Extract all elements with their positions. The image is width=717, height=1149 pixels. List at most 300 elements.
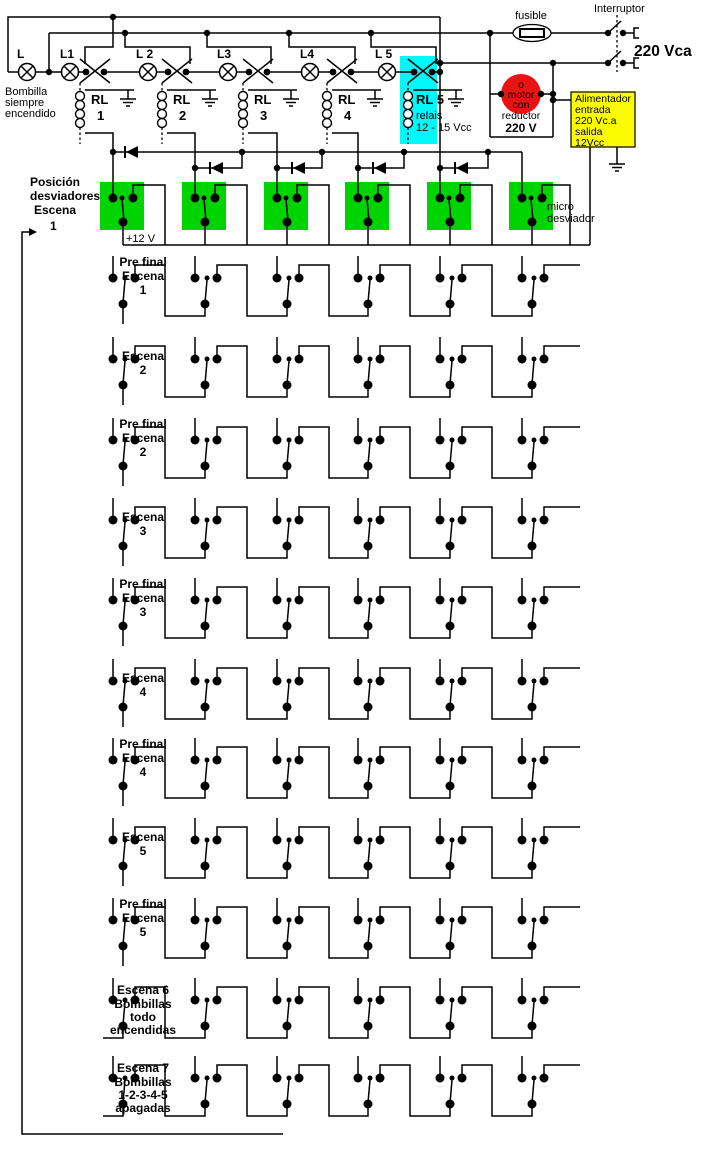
contact-dot [295, 355, 304, 364]
lamp-label: L3 [217, 47, 232, 61]
pivot-dot [450, 276, 455, 281]
junction-dot [485, 149, 491, 155]
contact-dot [436, 756, 445, 765]
contact-dot [458, 677, 467, 686]
junction-dot [498, 91, 504, 97]
mains-voltage-label: 220 Vca [634, 43, 692, 60]
contact-dot [540, 1074, 549, 1083]
contact-dot [191, 996, 200, 1005]
pivot-dot [447, 196, 452, 201]
junction-dot [605, 30, 611, 36]
contact-dot [273, 516, 282, 525]
contact-dot [109, 596, 118, 605]
contact-dot [109, 836, 118, 845]
contact-dot [446, 542, 455, 551]
pivot-dot [287, 838, 292, 843]
pivot-dot [205, 438, 210, 443]
switch-contact [429, 69, 436, 76]
pivot-dot [120, 196, 125, 201]
contact-dot [201, 462, 210, 471]
scene-row-label: 4 [139, 765, 147, 779]
pivot-dot [450, 438, 455, 443]
contact-dot [518, 836, 527, 845]
contact-dot [201, 1100, 210, 1109]
contact-dot [129, 194, 138, 203]
pivot-dot [450, 518, 455, 523]
pivot-dot [532, 918, 537, 923]
pivot-dot [450, 1076, 455, 1081]
contact-dot [201, 622, 210, 631]
pivot-dot [450, 838, 455, 843]
contact-dot [436, 836, 445, 845]
fuse-symbol [513, 25, 551, 42]
scene-row-label: todo [130, 1010, 156, 1024]
contact-dot [436, 916, 445, 925]
contact-dot [540, 677, 549, 686]
contact-dot [191, 194, 200, 203]
relay5-sub2: 12 - 15 Vcc [416, 122, 472, 134]
contact-dot [436, 355, 445, 364]
pivot-dot [287, 918, 292, 923]
lamp-label: L [17, 47, 25, 61]
contact-dot [436, 996, 445, 1005]
motor-label-line4: reductor [501, 110, 541, 122]
pivot-dot [287, 679, 292, 684]
contact-dot [109, 756, 118, 765]
contact-dot [518, 677, 527, 686]
switch-contact [348, 69, 355, 76]
contact-dot [273, 677, 282, 686]
junction-dot [538, 91, 544, 97]
coil-turn [76, 92, 85, 101]
scene-row-label: Escena 7 [116, 1061, 170, 1075]
pivot-dot [368, 357, 373, 362]
contact-dot [283, 218, 292, 227]
contact-dot [518, 1074, 527, 1083]
scene-row-label: 3 [139, 524, 147, 538]
lamp-label: L1 [60, 47, 75, 61]
pivot-dot [450, 758, 455, 763]
contact-dot [109, 916, 118, 925]
contact-dot [436, 194, 445, 203]
motor-label-line2: motor [507, 89, 535, 101]
contact-dot [446, 862, 455, 871]
pivot-dot [450, 998, 455, 1003]
contact-dot [458, 436, 467, 445]
contact-dot [354, 355, 363, 364]
junction-dot [437, 165, 443, 171]
contact-dot [528, 862, 537, 871]
switch-contact [101, 69, 108, 76]
contact-dot [376, 677, 385, 686]
contact-dot [354, 596, 363, 605]
contact-dot [273, 916, 282, 925]
contact-dot [119, 462, 128, 471]
pivot-dot [287, 1076, 292, 1081]
pivot-dot [532, 679, 537, 684]
contact-dot [540, 756, 549, 765]
pivot-dot [532, 1076, 537, 1081]
junction-dot [192, 165, 198, 171]
psu-label-line4: salida [575, 126, 603, 138]
contact-dot [295, 677, 304, 686]
contact-dot [273, 194, 282, 203]
junction-dot [239, 149, 245, 155]
contact-dot [518, 516, 527, 525]
coil-turn [76, 119, 85, 128]
contact-dot [376, 355, 385, 364]
contact-dot [119, 622, 128, 631]
contact-dot [191, 355, 200, 364]
contact-dot [446, 782, 455, 791]
contact-dot [213, 836, 222, 845]
contact-dot [446, 1022, 455, 1031]
pivot-dot [532, 357, 537, 362]
coil-turn [239, 110, 248, 119]
switch-contact [83, 69, 90, 76]
contact-dot [518, 996, 527, 1005]
contact-dot [446, 703, 455, 712]
contact-dot [456, 194, 465, 203]
contact-dot [354, 274, 363, 283]
contact-dot [458, 1074, 467, 1083]
coil-turn [158, 119, 167, 128]
switch-contact [264, 69, 271, 76]
contact-dot [283, 542, 292, 551]
scene-row-label: encendidas [109, 1023, 177, 1037]
scene-row-label: 5 [139, 925, 147, 939]
contact-dot [446, 942, 455, 951]
always-on-label-line1: Bombilla [5, 86, 48, 98]
contact-dot [109, 194, 118, 203]
contact-dot [376, 436, 385, 445]
contact-dot [446, 1100, 455, 1109]
contact-dot [119, 542, 128, 551]
contact-dot [446, 381, 455, 390]
pivot-dot [284, 196, 289, 201]
contact-dot [518, 274, 527, 283]
scene-row-label: 5 [139, 844, 147, 858]
pivot-dot [287, 758, 292, 763]
contact-dot [283, 300, 292, 309]
junction-dot [437, 60, 443, 66]
pivot-dot [368, 838, 373, 843]
contact-dot [540, 436, 549, 445]
contact-dot [273, 836, 282, 845]
contact-dot [293, 194, 302, 203]
scene-row-label: 1-2-3-4-5 [118, 1088, 168, 1102]
contact-dot [295, 274, 304, 283]
contact-dot [119, 782, 128, 791]
pivot-dot [205, 357, 210, 362]
contact-dot [528, 622, 537, 631]
micro-deviator-label-line1: micro [547, 201, 574, 213]
scene-row-label: Escena [121, 830, 165, 844]
contact-dot [273, 996, 282, 1005]
contact-dot [364, 703, 373, 712]
contact-dot [273, 274, 282, 283]
contact-dot [458, 916, 467, 925]
pivot-dot [205, 918, 210, 923]
contact-dot [364, 381, 373, 390]
contact-dot [458, 355, 467, 364]
junction-dot [605, 60, 611, 66]
contact-dot [273, 1074, 282, 1083]
scene-row-label: 4 [139, 685, 147, 699]
coil-turn [323, 110, 332, 119]
contact-dot [376, 596, 385, 605]
switch-contact [246, 69, 253, 76]
psu-label-line5: 12Vcc [575, 137, 605, 149]
always-on-label-line3: encendido [5, 108, 56, 120]
contact-dot [354, 916, 363, 925]
junction-dot [46, 69, 52, 75]
contact-dot [191, 436, 200, 445]
psu-label-line2: entrada [575, 104, 611, 116]
contact-dot [436, 677, 445, 686]
contact-dot [518, 355, 527, 364]
contact-dot [119, 300, 128, 309]
contact-dot [201, 1022, 210, 1031]
scene-row-label: Escena [121, 911, 165, 925]
contact-dot [213, 996, 222, 1005]
junction-dot [550, 60, 556, 66]
pivot-dot [205, 598, 210, 603]
contact-dot [191, 274, 200, 283]
contact-dot [354, 436, 363, 445]
pivot-dot [450, 357, 455, 362]
pivot-dot [287, 998, 292, 1003]
relay5-sub1: relais [416, 110, 443, 122]
pivot-dot [205, 679, 210, 684]
contact-dot [376, 836, 385, 845]
contact-dot [436, 1074, 445, 1083]
contact-dot [354, 194, 363, 203]
pivot-dot [450, 598, 455, 603]
contact-dot [109, 516, 118, 525]
pivot-dot [287, 276, 292, 281]
pivot-dot [287, 518, 292, 523]
pivot-dot [202, 196, 207, 201]
coil-turn [323, 92, 332, 101]
contact-dot [213, 274, 222, 283]
contact-dot [354, 677, 363, 686]
contact-dot [295, 516, 304, 525]
contact-dot [540, 916, 549, 925]
contact-dot [283, 381, 292, 390]
junction-dot [286, 30, 292, 36]
junction-dot [368, 30, 374, 36]
fuse-label: fusible [515, 10, 547, 22]
scene-row-label: Bombillas [114, 997, 172, 1011]
contact-dot [458, 836, 467, 845]
relay-name: RL [338, 92, 356, 107]
contact-dot [295, 756, 304, 765]
contact-dot [295, 836, 304, 845]
junction-dot [110, 149, 116, 155]
contact-dot [540, 516, 549, 525]
pivot-dot [287, 357, 292, 362]
contact-dot [364, 782, 373, 791]
pivot-dot [532, 838, 537, 843]
deviator-title-line3: Escena [34, 203, 77, 217]
scene-row-label: Escena [121, 751, 165, 765]
contact-dot [283, 782, 292, 791]
contact-dot [201, 942, 210, 951]
contact-dot [191, 916, 200, 925]
pivot-dot [368, 518, 373, 523]
pivot-dot [205, 1076, 210, 1081]
coil-turn [76, 101, 85, 110]
scene-row-label: 2 [139, 445, 147, 459]
relay-number: 1 [97, 108, 105, 123]
pivot-dot [368, 998, 373, 1003]
junction-dot [355, 165, 361, 171]
contact-dot [354, 516, 363, 525]
pivot-dot [450, 918, 455, 923]
contact-dot [354, 756, 363, 765]
coil-turn [404, 101, 413, 110]
pivot-dot [368, 679, 373, 684]
contact-dot [446, 300, 455, 309]
contact-dot [119, 703, 128, 712]
junction-dot [550, 97, 556, 103]
pivot-dot [529, 196, 534, 201]
contact-dot [213, 756, 222, 765]
contact-dot [528, 542, 537, 551]
contact-dot [528, 1100, 537, 1109]
contact-dot [436, 596, 445, 605]
switch-contact [183, 69, 190, 76]
contact-dot [211, 194, 220, 203]
junction-dot [319, 149, 325, 155]
contact-dot [540, 996, 549, 1005]
contact-dot [376, 516, 385, 525]
psu-label-line3: 220 Vc.a [575, 115, 617, 127]
pivot-dot [532, 518, 537, 523]
scene-row-label: Bombillas [114, 1075, 172, 1089]
coil-turn [158, 101, 167, 110]
coil-turn [404, 92, 413, 101]
relay-name: RL [173, 92, 191, 107]
contact-dot [213, 355, 222, 364]
scene-row-label: Escena [121, 671, 165, 685]
pivot-dot [368, 598, 373, 603]
scene-row-label: 3 [139, 605, 147, 619]
contact-dot [436, 436, 445, 445]
contact-dot [540, 596, 549, 605]
contact-dot [283, 703, 292, 712]
relay-number: 3 [260, 108, 268, 123]
coil-turn [239, 101, 248, 110]
contact-dot [273, 355, 282, 364]
contact-dot [191, 516, 200, 525]
coil-turn [239, 119, 248, 128]
contact-dot [213, 1074, 222, 1083]
scene-row-label: Pre final [119, 577, 167, 591]
scene-row-label: Escena [121, 349, 165, 363]
contact-dot [446, 462, 455, 471]
psu-label-line1: Alimentador [575, 93, 632, 105]
contact-dot [528, 381, 537, 390]
contact-dot [273, 756, 282, 765]
pivot-dot [287, 598, 292, 603]
coil-turn [76, 110, 85, 119]
switch-contact [411, 69, 418, 76]
relay-name: RL [254, 92, 272, 107]
scene-row-label: 1 [139, 283, 147, 297]
scene-row-label: Pre final [119, 417, 167, 431]
contact-dot [364, 942, 373, 951]
contact-dot [436, 274, 445, 283]
contact-dot [364, 862, 373, 871]
scene-row-label: Pre final [119, 737, 167, 751]
contact-dot [191, 1074, 200, 1083]
contact-dot [201, 862, 210, 871]
pivot-dot [368, 758, 373, 763]
pivot-dot [532, 998, 537, 1003]
contact-dot [109, 274, 118, 283]
contact-dot [354, 1074, 363, 1083]
coil-turn [404, 119, 413, 128]
relay-name: RL [91, 92, 109, 107]
contact-dot [376, 756, 385, 765]
contact-dot [458, 996, 467, 1005]
contact-dot [119, 218, 128, 227]
relay-number: 2 [179, 108, 187, 123]
contact-dot [201, 300, 210, 309]
always-on-label-line2: siempre [5, 97, 45, 109]
deviator-title-line2: desviadores [30, 189, 101, 203]
switch-contact [165, 69, 172, 76]
contact-dot [374, 194, 383, 203]
contact-dot [458, 756, 467, 765]
pivot-dot [368, 918, 373, 923]
contact-dot [201, 218, 210, 227]
contact-dot [518, 436, 527, 445]
contact-dot [528, 782, 537, 791]
contact-dot [213, 596, 222, 605]
contact-dot [201, 782, 210, 791]
contact-dot [273, 436, 282, 445]
contact-dot [446, 218, 455, 227]
lamp-label: L 5 [375, 47, 393, 61]
contact-dot [540, 355, 549, 364]
scene-row-label: Escena [121, 510, 165, 524]
contact-dot [119, 942, 128, 951]
contact-dot [213, 516, 222, 525]
contact-dot [518, 756, 527, 765]
contact-dot [295, 1074, 304, 1083]
pivot-dot [365, 196, 370, 201]
contact-dot [109, 355, 118, 364]
switch-contact [330, 69, 337, 76]
pivot-dot [368, 1076, 373, 1081]
contact-dot [191, 596, 200, 605]
contact-dot [191, 677, 200, 686]
junction-dot [487, 30, 493, 36]
contact-dot [518, 596, 527, 605]
contact-dot [213, 436, 222, 445]
contact-dot [458, 274, 467, 283]
plus12v-label: +12 V [126, 233, 156, 245]
junction-dot [110, 14, 116, 20]
coil-turn [239, 92, 248, 101]
lamp-label: L 2 [136, 47, 154, 61]
scene-row-label: Pre final [119, 255, 167, 269]
contact-dot [436, 516, 445, 525]
contact-dot [528, 218, 537, 227]
